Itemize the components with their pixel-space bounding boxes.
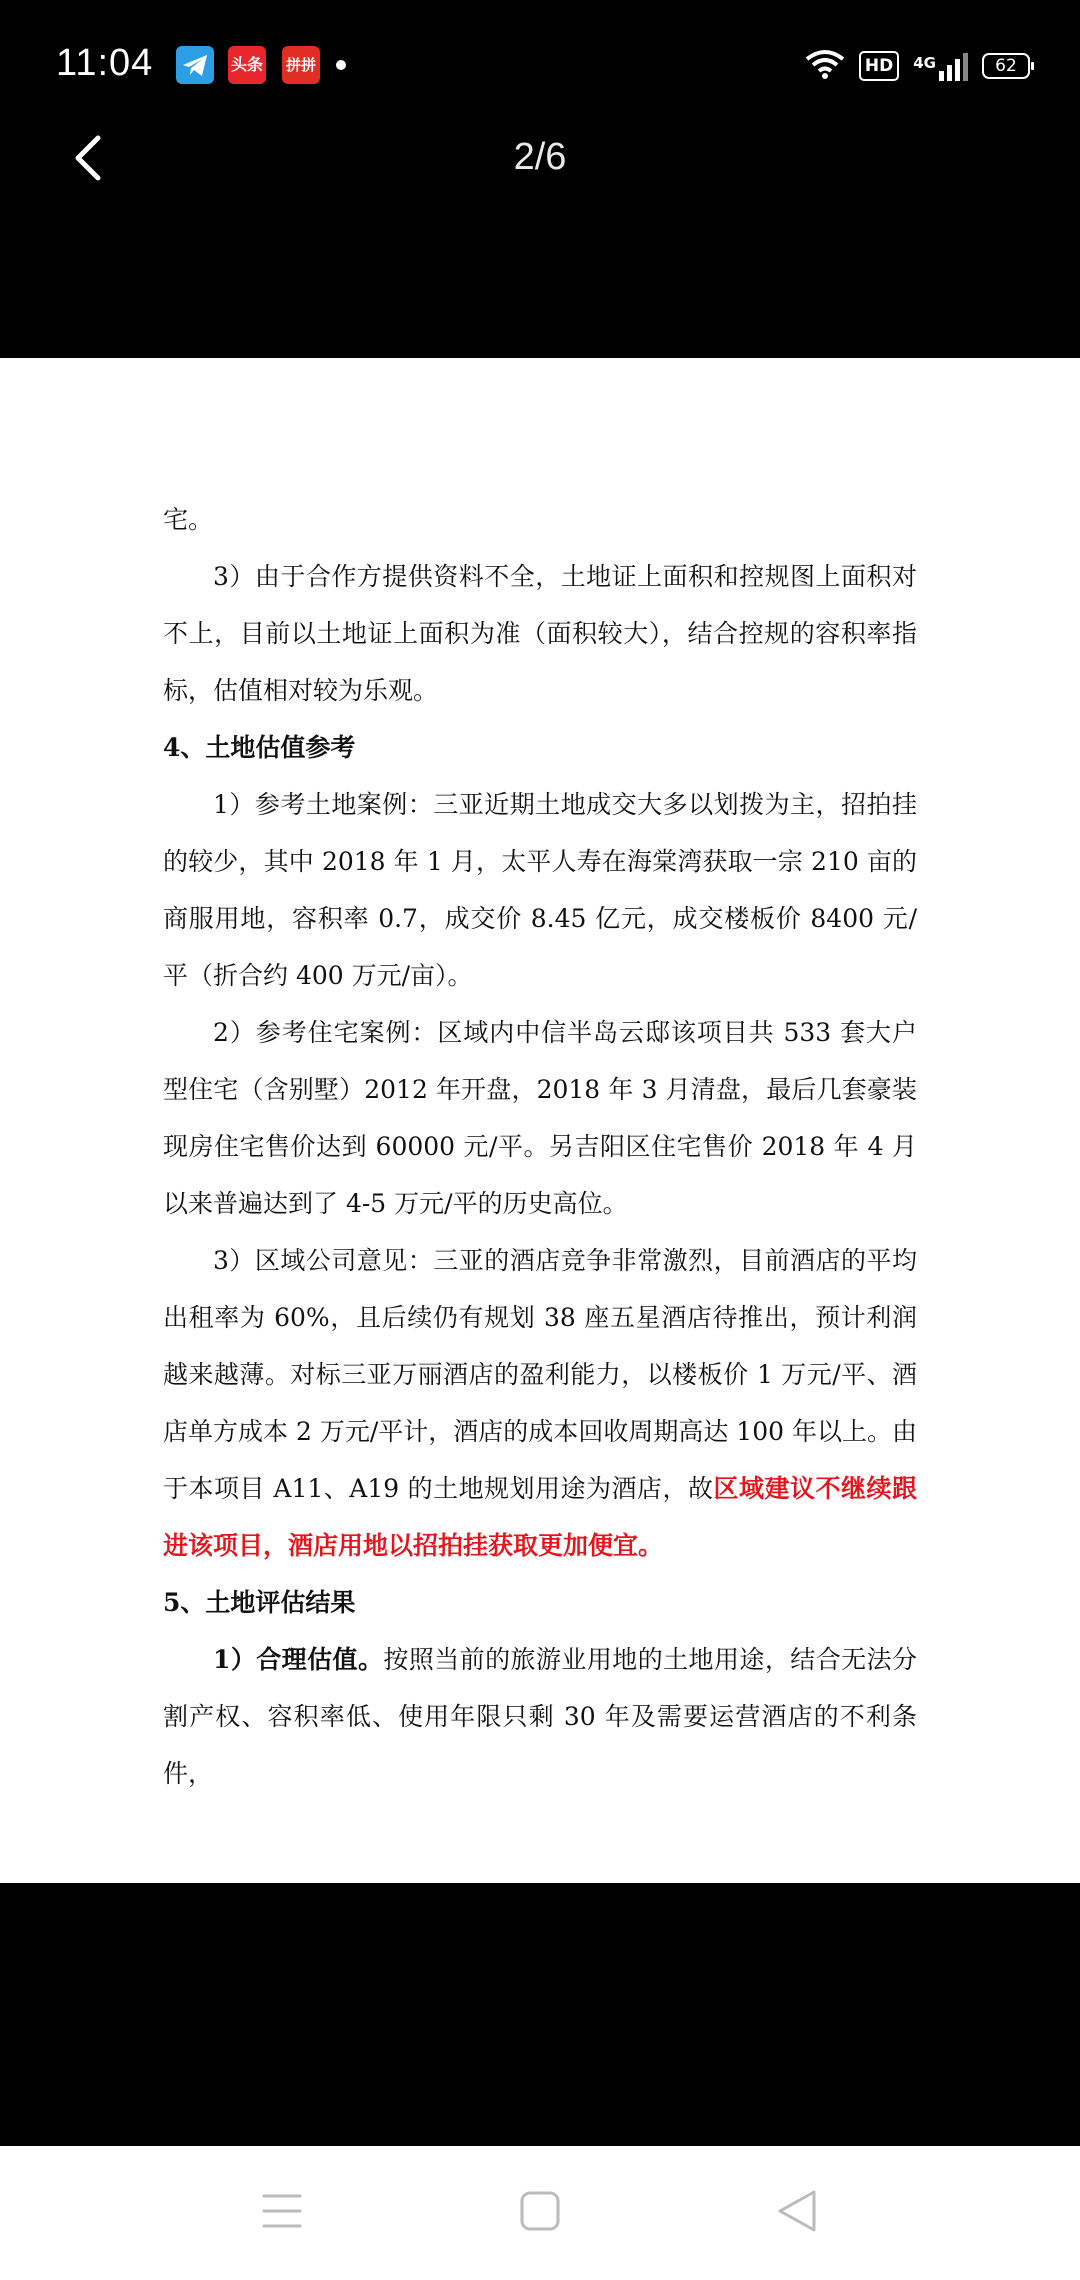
system-nav-bar [0,2146,1080,2280]
paragraph [163,1232,917,1574]
network-type-label: 4G [913,54,936,72]
page-indicator: 2/6 [513,136,567,178]
viewer-header [0,130,1080,358]
system-back-button[interactable] [758,2176,838,2246]
back-button[interactable] [60,130,130,230]
battery-icon: 62 [982,53,1030,79]
paragraph [163,1631,917,1802]
highlighted-conclusion: 区域建议不继续跟进该项目，酒店用地以招拍挂获取更加便宜。 [163,1474,917,1560]
home-button[interactable] [500,2176,580,2246]
document-page [0,358,1080,1883]
paragraph: 宅。 [163,505,214,534]
paragraph: 2）参考住宅案例：区域内中信半岛云邸该项目共 533 套大户型住宅（含别墅）2012 年开盘，2018 年 3 月清盘，最后几套豪装现房住宅售价达到 60000 元/平。另吉阳区住宅售价 2018 年 4 月以来普遍达到了 4-5 万元/平的历史高位。 [163,1018,917,1218]
status-bar [0,0,1080,130]
recent-apps-button[interactable] [242,2176,322,2246]
clock: 11:04 [56,42,154,84]
chevron-left-icon [60,130,130,230]
paragraph: 1）参考土地案例：三亚近期土地成交大多以划拨为主，招拍挂的较少，其中 2018 年 1 月，太平人寿在海棠湾获取一宗 210 亩的商服用地，容积率 0.7，成交价 8.45 亿元，成交楼板价 8400 元/平（折合约 400 万元/亩）。 [163,790,917,990]
section-heading: 4、土地估值参考 [163,733,356,762]
toutiao-icon: 头条 [228,46,266,84]
document-body [163,491,917,1802]
cellular-signal-icon [913,51,968,81]
home-icon [500,2176,580,2246]
wifi-icon [805,49,845,83]
menu-icon [242,2176,322,2246]
hd-voice-icon: HD [859,51,899,81]
paragraph-text: 按照当前的旅游业用地的土地用途，结合无法分割产权、容积率低、使用年限只剩 30 年及需要运营酒店的不利条件， [163,1645,917,1788]
pinduoduo-icon: 拼拼 [282,46,320,84]
back-triangle-icon [758,2176,838,2246]
more-notifications-dot [336,60,346,70]
viewer-background [0,1883,1080,2146]
section-heading: 5、土地评估结果 [163,1588,356,1617]
paragraph-lead: 1）合理估值。 [213,1645,384,1674]
telegram-icon [176,46,214,84]
paragraph-text: 3）区域公司意见：三亚的酒店竞争非常激烈，目前酒店的平均出租率为 60%，且后续仍有规划 38 座五星酒店待推出，预计利润越来越薄。对标三亚万丽酒店的盈利能力，以楼板价 1 万元/平、酒店单方成本 2 万元/平计，酒店的成本回收周期高达 100 年以上。由于本项目 A11、A19 的土地规划用途为酒店，故 [163,1246,917,1503]
paragraph: 3）由于合作方提供资料不全，土地证上面积和控规图上面积对不上，目前以土地证上面积为准（面积较大），结合控规的容积率指标，估值相对较为乐观。 [163,562,917,705]
